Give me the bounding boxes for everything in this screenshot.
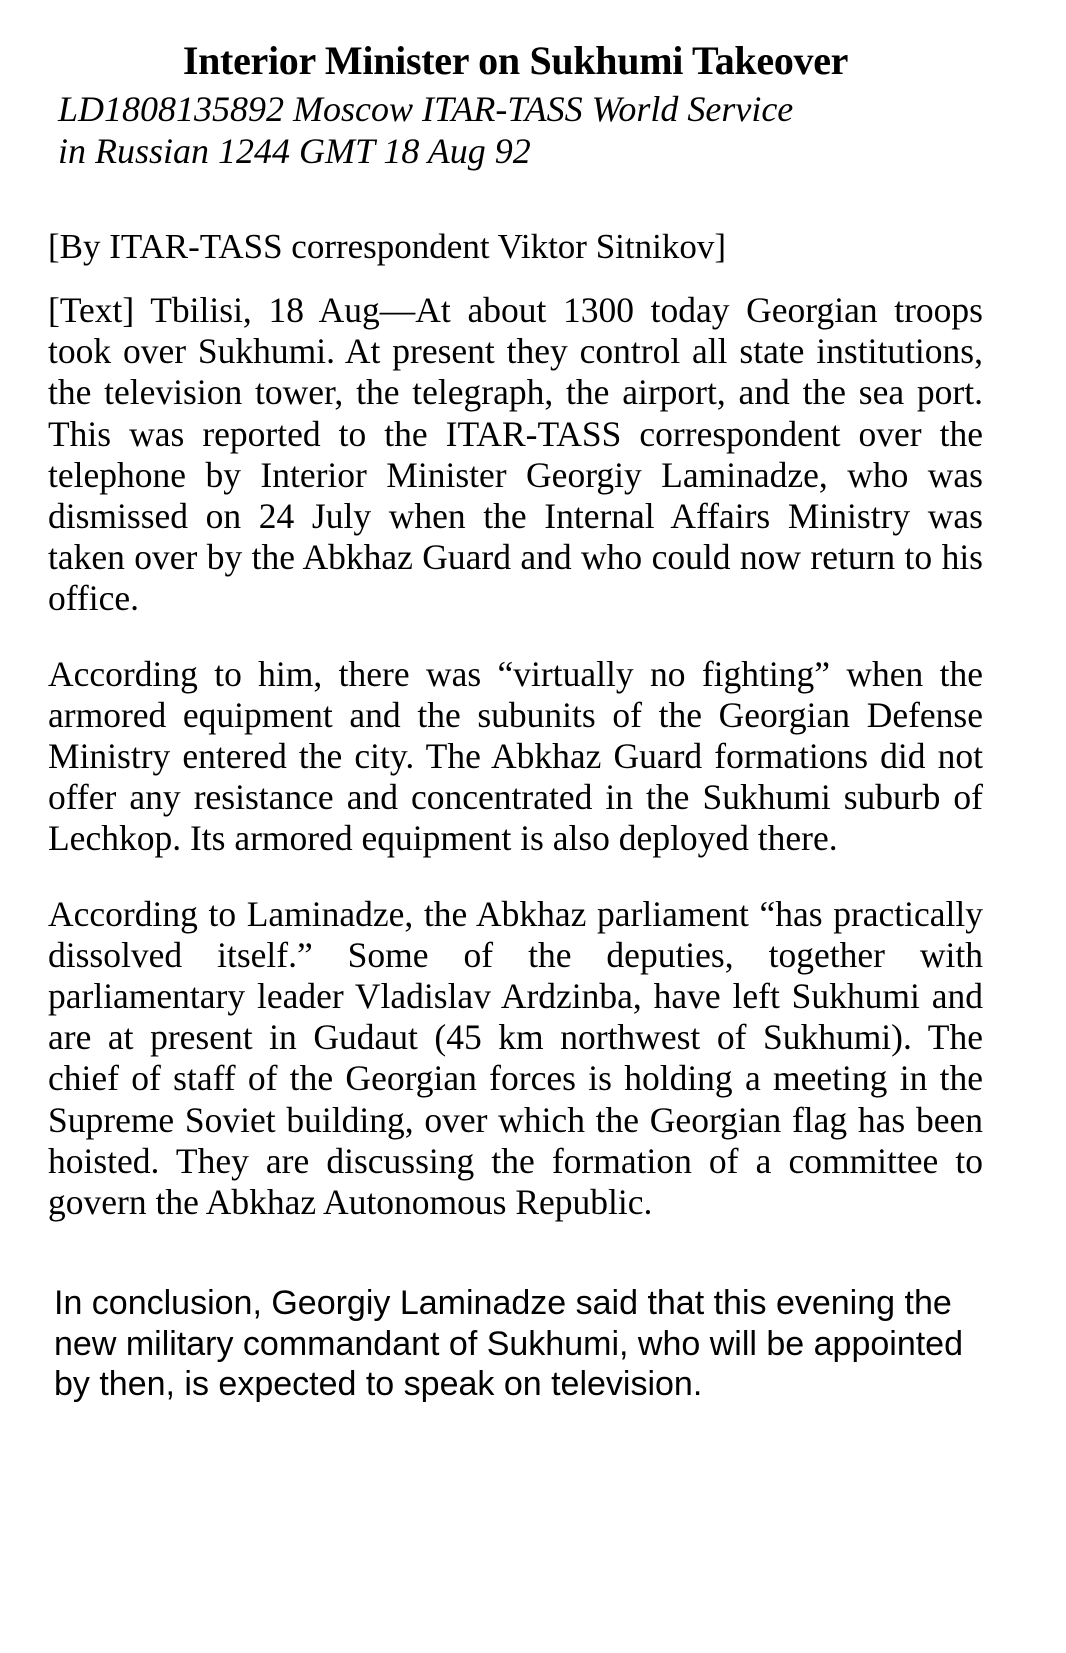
dateline: [48, 88, 983, 172]
headline: Interior Minister on Sukhumi Takeover: [182, 38, 849, 83]
paragraph-3: According to Laminadze, the Abkhaz parliament “has practically dissolved itself.” Some of the deputies, together with parliamentary leader Vladislav Ardzinba, have left Sukhumi and are at present in Gudaut (45 km northwest of Sukhumi). The chief of staff of the Georgian forces is holding a meeting in the Supreme Soviet building, over which the Georgian flag has been hoisted. They are discussing the formation of a committee to govern the Abkhaz Autonomous Republic.: [48, 893, 983, 1223]
dateline-line-1: LD1808135892 Moscow ITAR-TASS World Service: [58, 89, 794, 129]
article: [48, 38, 983, 1405]
paragraph-2: According to him, there was “virtually no fighting” when the armored equipment and the subunits of the Georgian Defense Ministry entered the city. The Abkhaz Guard formations did not offer any resistance and concentrated in the Sukhumi suburb of Lechkop. Its armored equipment is also deployed there.: [48, 653, 983, 859]
byline: [By ITAR-TASS correspondent Viktor Sitnikov]: [48, 227, 726, 266]
dateline-line-2: in Russian 1244 GMT 18 Aug 92: [58, 131, 531, 171]
paragraph-1: [Text] Tbilisi, 18 Aug—At about 1300 today Georgian troops took over Sukhumi. At present they control all state institutions, the television tower, the telegraph, the airport, and the sea port. This was reported to the ITAR-TASS correspondent over the telephone by Interior Minister Georgiy Laminadze, who was dismissed on 24 July when the Internal Affairs Ministry was taken over by the Abkhaz Guard and who could now return to his office.: [48, 290, 983, 619]
paragraph-4: In conclusion, Georgiy Laminadze said that this evening the new military commandant of Sukhumi, who will be appointed by then, is expected to speak on television.: [54, 1284, 964, 1404]
